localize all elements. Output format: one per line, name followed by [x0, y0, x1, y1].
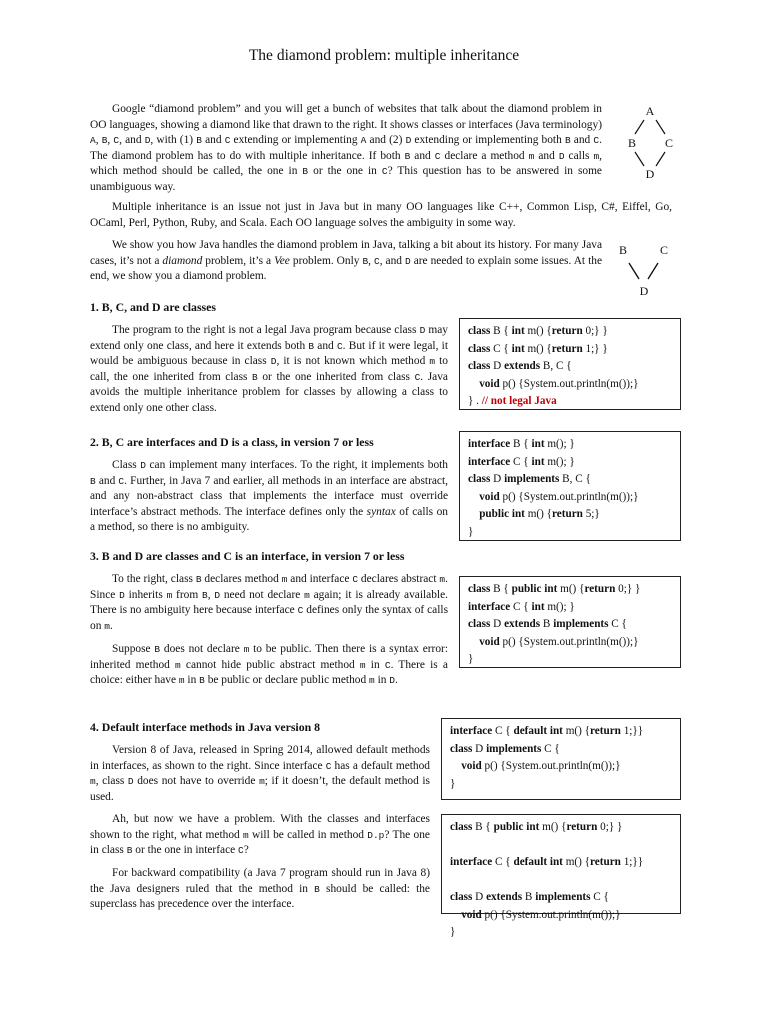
code-text	[450, 909, 461, 921]
intro-paragraph-3	[90, 238, 602, 285]
intro-paragraph-2	[90, 200, 672, 231]
text-run: , and	[379, 254, 405, 267]
code-token: D.p	[367, 829, 385, 841]
code-line	[468, 393, 672, 411]
code-text	[468, 508, 479, 520]
code-token: C	[118, 475, 125, 487]
text-run: .	[109, 619, 113, 632]
text-run: and	[410, 149, 435, 162]
section-2-paragraph	[90, 458, 448, 536]
code-text: m() {	[524, 508, 553, 520]
code-text: m(); }	[544, 600, 575, 613]
text-run: in	[374, 674, 390, 687]
code-token: C	[593, 135, 600, 147]
text-run: should be called: the superclass has precedence over the interface.	[90, 882, 430, 911]
text-run: . Java avoids the multiple inheritance problem for classes by allowing a class to extend only one other class.	[90, 370, 448, 414]
code-token: D	[389, 675, 395, 687]
code-token: B	[154, 644, 161, 655]
text-run: cannot hide public abstract method	[180, 658, 360, 671]
vee-node-d: D	[639, 284, 649, 298]
code-keyword: interface	[468, 438, 511, 450]
code-token: C	[224, 135, 231, 147]
code-text: B, C {	[559, 473, 591, 485]
diamond-node-d: D	[645, 167, 655, 181]
code-line	[468, 376, 672, 394]
text-run: . The diamond problem has to do with multiple inheritance. If both	[90, 134, 602, 162]
text-run: declare a method	[440, 149, 529, 162]
code-line	[468, 454, 672, 472]
code-keyword: interface	[450, 725, 493, 737]
code-text: p() {System.out.println(m());}	[481, 908, 621, 921]
text-run: Google “diamond problem” and you will get a bunch of websites that talk about the diamond problem in OO languages, showing a diamond like that drawn to the right. It shows classes or interfaces (Java terminology)	[90, 103, 602, 131]
code-text: 1;} }	[582, 342, 608, 355]
section-1-heading: 1. B, C, and D are classes	[90, 300, 216, 314]
code-text	[450, 760, 461, 772]
code-keyword: void	[479, 377, 500, 390]
text-run: and	[95, 474, 119, 487]
code-text: m() {	[539, 821, 567, 833]
code-text: C {	[490, 342, 512, 355]
code-token: B	[101, 135, 108, 147]
code-text: p() {System.out.println(m());}	[499, 490, 639, 503]
code-keyword: int	[511, 342, 525, 355]
code-token: C	[414, 371, 421, 383]
code-line	[450, 741, 672, 759]
code-token: A	[90, 135, 96, 147]
section-1-code	[459, 318, 681, 410]
code-text: B	[540, 618, 554, 630]
code-keyword: void	[461, 908, 482, 921]
emphasis: Vee	[274, 254, 290, 267]
code-text: C {	[492, 856, 514, 868]
code-keyword: public	[511, 583, 542, 595]
code-token: m	[304, 589, 310, 601]
code-token: m	[90, 776, 96, 788]
code-keyword: class	[450, 891, 473, 903]
code-keyword: void	[479, 635, 500, 648]
text-run: , it is not known which method	[276, 355, 430, 368]
code-line	[468, 581, 672, 599]
code-keyword: interface	[468, 455, 511, 468]
code-token: D	[558, 150, 565, 162]
code-keyword: extends	[504, 360, 541, 372]
code-keyword: int	[531, 455, 545, 468]
text-run: extending or implementing	[230, 134, 361, 147]
text-run: . But if it were legal, it would be ambiguous because in class	[90, 339, 448, 368]
code-keyword: public	[479, 508, 510, 520]
code-line	[450, 819, 672, 837]
code-token: m	[178, 675, 185, 687]
text-run: . Since	[90, 573, 448, 601]
code-token: A	[360, 135, 367, 147]
code-token: D	[214, 589, 221, 601]
code-text: }	[468, 653, 474, 665]
emphasis: diamond	[162, 254, 203, 267]
code-token: B	[126, 845, 133, 857]
vee-diagram	[612, 240, 676, 300]
code-token: m	[369, 675, 375, 687]
text-run: and interface	[287, 573, 353, 585]
text-run: The program to the right is not a legal Java program because class	[112, 324, 420, 336]
text-run: has a default method	[331, 759, 430, 772]
diamond-node-a: A	[645, 104, 655, 118]
section-4-paragraph-2	[90, 812, 430, 859]
vee-edge-dc	[648, 263, 658, 279]
code-text: 0;} }	[615, 583, 641, 595]
code-line	[468, 341, 672, 359]
text-run: to be public. Then there is a syntax error: inherited method	[90, 643, 449, 671]
code-text: } .	[468, 395, 482, 407]
text-run: inherits	[124, 588, 167, 601]
text-run: problem, it’s a	[202, 254, 275, 267]
code-keyword: return	[590, 725, 621, 737]
text-run: ? The one in class	[90, 828, 430, 857]
code-token: m	[259, 776, 265, 788]
code-keyword: class	[450, 821, 473, 833]
code-text: B {	[510, 438, 532, 450]
text-run: .	[394, 674, 398, 687]
code-token: m	[439, 574, 446, 585]
code-token: m	[175, 659, 181, 671]
text-run: can implement many interfaces. To the right, it implements both	[145, 459, 449, 471]
text-run: ,	[107, 134, 114, 147]
code-token: B	[308, 340, 315, 352]
code-keyword: int	[511, 325, 525, 337]
code-token: D	[119, 589, 125, 601]
code-keyword: return	[551, 325, 583, 337]
text-run: calls	[564, 149, 594, 162]
diamond-edge-dc	[656, 152, 665, 166]
code-token: m	[593, 150, 600, 162]
text-run: Class	[112, 459, 141, 471]
section-2-heading: 2. B, C are interfaces and D is a class, in version 7 or less	[90, 435, 374, 449]
text-run: , which method should be called, the one in	[90, 149, 602, 178]
code-token: C	[352, 574, 359, 585]
code-line	[468, 323, 672, 341]
code-text: D	[490, 473, 505, 485]
text-run: Version 8 of Java, released in Spring 2014, allowed default methods in interfaces, as shown to the right. Since interface	[90, 744, 430, 772]
code-text: B {	[490, 325, 512, 337]
text-run: to call, the one inherited from class	[90, 355, 449, 383]
code-token: m	[359, 659, 366, 671]
code-token: B	[195, 574, 202, 585]
code-line	[468, 471, 672, 489]
diamond-diagram	[618, 100, 688, 184]
code-line	[450, 758, 672, 776]
code-text: 1;}}	[620, 856, 644, 868]
intro-paragraph-1	[90, 102, 602, 196]
code-token: B	[404, 150, 411, 162]
code-line	[450, 854, 672, 872]
code-keyword: implements	[486, 742, 542, 755]
diamond-edge-db	[635, 152, 644, 166]
code-token: C	[325, 760, 332, 772]
text-run: To the right, class	[112, 573, 196, 585]
code-text: B {	[490, 583, 512, 595]
text-run: extending or implementing both	[411, 134, 565, 147]
emphasis: syntax	[366, 505, 396, 518]
text-run: again; it is already available. There is no ambiguity here because interface	[90, 588, 448, 617]
code-token: B	[564, 135, 571, 147]
code-keyword: return	[552, 508, 583, 520]
text-run: We show you how Java handles the diamond problem in Java, talking a bit about its history. For many Java cases, it’s not a	[90, 239, 602, 267]
code-keyword: class	[468, 342, 491, 355]
code-token: D	[419, 325, 426, 336]
code-keyword: interface	[468, 600, 511, 613]
code-token: m	[429, 356, 436, 368]
text-run: For backward compatibility (a Java 7 program should run in Java 8) the Java designers ruled that the method in	[90, 867, 430, 895]
code-keyword: interface	[450, 856, 493, 868]
code-keyword: int	[549, 725, 563, 737]
text-run: ; if it doesn’t, the default method is used.	[90, 775, 430, 803]
text-run: and	[570, 134, 594, 147]
code-token: m	[166, 589, 173, 601]
code-keyword: default	[513, 856, 548, 868]
text-run: declares method	[201, 573, 282, 585]
code-text: C {	[510, 455, 532, 468]
text-run: from	[172, 588, 202, 601]
code-keyword: extends	[504, 618, 541, 630]
code-keyword: class	[450, 742, 473, 755]
text-run: and (2)	[366, 134, 406, 147]
code-text: m() {	[557, 583, 585, 595]
code-keyword: public	[493, 821, 524, 833]
text-run: does not have to override	[133, 775, 260, 788]
text-run: ? This question has to be answered in some unambiguous way.	[90, 165, 602, 193]
code-token: m	[243, 829, 249, 841]
code-token: B	[302, 166, 309, 178]
code-token: D	[144, 135, 151, 147]
code-token: B	[196, 135, 202, 147]
code-keyword: int	[531, 600, 545, 613]
text-run: problem. Only	[289, 254, 363, 267]
code-token: B	[199, 675, 205, 687]
code-keyword: int	[531, 438, 545, 450]
code-token: C	[374, 255, 380, 267]
text-run: of calls on a method, so there is no ambiguity.	[90, 505, 449, 534]
text-run: need not declare	[220, 588, 305, 601]
section-3-paragraph-1	[90, 572, 448, 634]
code-token: m	[243, 644, 250, 655]
code-keyword: class	[468, 618, 491, 630]
code-token: C	[113, 135, 120, 147]
code-text: m(); }	[544, 455, 575, 468]
text-run: ,	[95, 134, 102, 147]
section-4-paragraph-1	[90, 743, 430, 805]
text-run: Ah, but now we have a problem. With the classes and interfaces shown to the right, what method	[90, 813, 430, 841]
code-keyword: return	[566, 821, 598, 833]
code-text: C {	[510, 600, 532, 613]
code-keyword: int	[549, 856, 563, 868]
text-run: and	[534, 149, 559, 162]
section-3-heading: 3. B and D are classes and C is an interface, in version 7 or less	[90, 549, 405, 563]
code-line	[450, 837, 672, 855]
vee-node-c: C	[659, 243, 669, 257]
code-keyword: int	[511, 508, 525, 520]
code-line	[450, 723, 672, 741]
text-run: or the one in interface	[132, 844, 239, 857]
code-token: D	[270, 356, 277, 368]
code-text: p() {System.out.println(m());}	[499, 635, 639, 648]
text-run: and	[314, 339, 337, 352]
text-run: may extend only one class, and here it extends both	[90, 324, 449, 352]
text-run: or the one inherited from class	[257, 370, 415, 383]
code-keyword: void	[479, 490, 500, 503]
code-line	[450, 907, 672, 925]
text-run: are needed to explain some issues. At the end, we show you a diamond problem.	[90, 254, 602, 283]
code-text: B, C {	[540, 360, 572, 372]
section-4-code-conflict	[441, 814, 681, 938]
code-text: m() {	[524, 325, 552, 337]
code-keyword: return	[584, 583, 616, 595]
code-line	[468, 524, 672, 542]
code-token: C	[336, 340, 343, 352]
code-line	[450, 776, 672, 794]
code-token: m	[528, 150, 535, 162]
code-line	[468, 599, 672, 617]
code-text: 0;} }	[582, 325, 608, 337]
code-line	[450, 924, 672, 942]
code-text: 1;}}	[620, 725, 644, 737]
code-line	[468, 634, 672, 652]
code-token: B	[362, 255, 369, 267]
code-token: D	[127, 776, 134, 788]
text-run: declares abstract	[358, 573, 440, 585]
code-text: C {	[492, 725, 514, 737]
code-token: C	[238, 845, 244, 857]
code-text: m() {	[562, 856, 591, 868]
code-text: D	[472, 891, 487, 903]
code-text: C {	[608, 618, 627, 630]
code-token: C	[384, 659, 391, 671]
code-text: C {	[541, 742, 560, 755]
code-line	[468, 506, 672, 524]
code-token: C	[434, 150, 441, 162]
text-run: . There is a choice: either have	[90, 658, 448, 687]
text-run: defines only the syntax of calls on	[90, 604, 449, 632]
code-text: m(); }	[544, 438, 575, 450]
text-run: ,	[207, 588, 215, 601]
section-4-paragraph-3	[90, 866, 430, 913]
code-line	[468, 651, 672, 669]
code-token: B	[90, 475, 96, 487]
code-text: m() {	[524, 342, 552, 355]
code-keyword: int	[544, 583, 558, 595]
section-1-paragraph	[90, 323, 448, 417]
code-keyword: extends	[486, 891, 523, 903]
code-token: C	[297, 605, 304, 617]
text-run: in	[184, 674, 200, 687]
text-run: Suppose	[112, 643, 155, 655]
section-4-heading: 4. Default interface methods in Java version 8	[90, 720, 321, 734]
text-run: be public or declare public method	[204, 674, 370, 687]
section-4-code-default-method	[441, 718, 681, 800]
text-run: or the one in	[308, 165, 382, 178]
code-text	[468, 491, 479, 503]
code-token: m	[281, 574, 288, 585]
diamond-node-b: B	[627, 136, 637, 150]
code-keyword: implements	[504, 473, 560, 485]
code-text: 5;}	[582, 508, 600, 520]
code-text: p() {System.out.println(m());}	[499, 377, 639, 390]
code-keyword: class	[468, 325, 491, 337]
code-text: m() {	[562, 725, 591, 737]
text-run: in	[365, 658, 385, 671]
text-run: . Further, in Java 7 and earlier, all methods in an interface are abstract, and any non-abstract class that implements the interface must override interface’s abstract methods. The interface defines only the	[90, 474, 448, 518]
text-run: Multiple inheritance is an issue not just in Java but in many OO languages like C++, Common Lisp, C#, Eiffel, Go, OCaml, Perl, Python, Ruby, and Scala. Each OO language solves the ambiguity in some way.	[90, 201, 672, 229]
code-keyword: class	[468, 360, 491, 372]
code-token: C	[381, 166, 388, 178]
code-keyword: return	[551, 342, 583, 355]
code-text: D	[490, 360, 505, 372]
code-token: B	[252, 371, 258, 383]
page-title: The diamond problem: multiple inheritance	[248, 47, 520, 64]
code-keyword: return	[590, 856, 621, 868]
code-token: m	[104, 620, 110, 632]
code-text: B {	[472, 821, 494, 833]
code-line	[450, 889, 672, 907]
section-2-code	[459, 431, 681, 541]
code-text: }	[468, 525, 474, 538]
code-token: D	[140, 460, 146, 471]
code-line	[468, 489, 672, 507]
code-line	[468, 358, 672, 376]
code-text: 0;} }	[597, 821, 623, 833]
section-3-paragraph-2	[90, 642, 448, 689]
diamond-edge-ca	[656, 120, 665, 134]
code-keyword: void	[461, 760, 482, 772]
code-keyword: default	[513, 725, 548, 737]
code-text	[468, 636, 479, 648]
code-text: D	[472, 742, 487, 755]
vee-edge-db	[629, 263, 639, 279]
code-text	[468, 378, 479, 390]
code-text: }	[450, 926, 456, 938]
code-keyword: class	[468, 583, 491, 595]
code-text: B	[522, 891, 536, 903]
code-keyword: implements	[553, 618, 609, 630]
code-keyword: class	[468, 473, 491, 485]
section-3-code	[459, 576, 681, 668]
code-keyword: implements	[535, 891, 591, 903]
code-keyword: int	[526, 821, 540, 833]
code-token: B	[201, 589, 208, 601]
code-text: p() {System.out.println(m());}	[481, 760, 621, 772]
code-text: }	[450, 777, 456, 790]
code-line	[468, 436, 672, 454]
text-run: and	[201, 134, 225, 147]
code-text: C {	[590, 891, 609, 903]
code-token: D	[405, 255, 411, 267]
diamond-edge-ba	[635, 120, 644, 134]
code-comment: // not legal Java	[481, 395, 557, 407]
vee-node-b: B	[618, 243, 628, 257]
code-line	[450, 872, 672, 890]
text-run: ?	[243, 844, 249, 857]
text-run: , class	[95, 775, 128, 788]
code-token: B	[314, 883, 320, 895]
code-text: D	[490, 618, 505, 630]
diamond-node-c: C	[664, 136, 674, 150]
text-run: , with (1)	[150, 134, 197, 147]
text-run: ,	[368, 254, 374, 267]
code-line	[468, 616, 672, 634]
text-run: will be called in method	[248, 828, 368, 841]
text-run: , and	[119, 134, 145, 147]
code-token: D	[405, 135, 412, 147]
text-run: does not declare	[160, 643, 244, 655]
